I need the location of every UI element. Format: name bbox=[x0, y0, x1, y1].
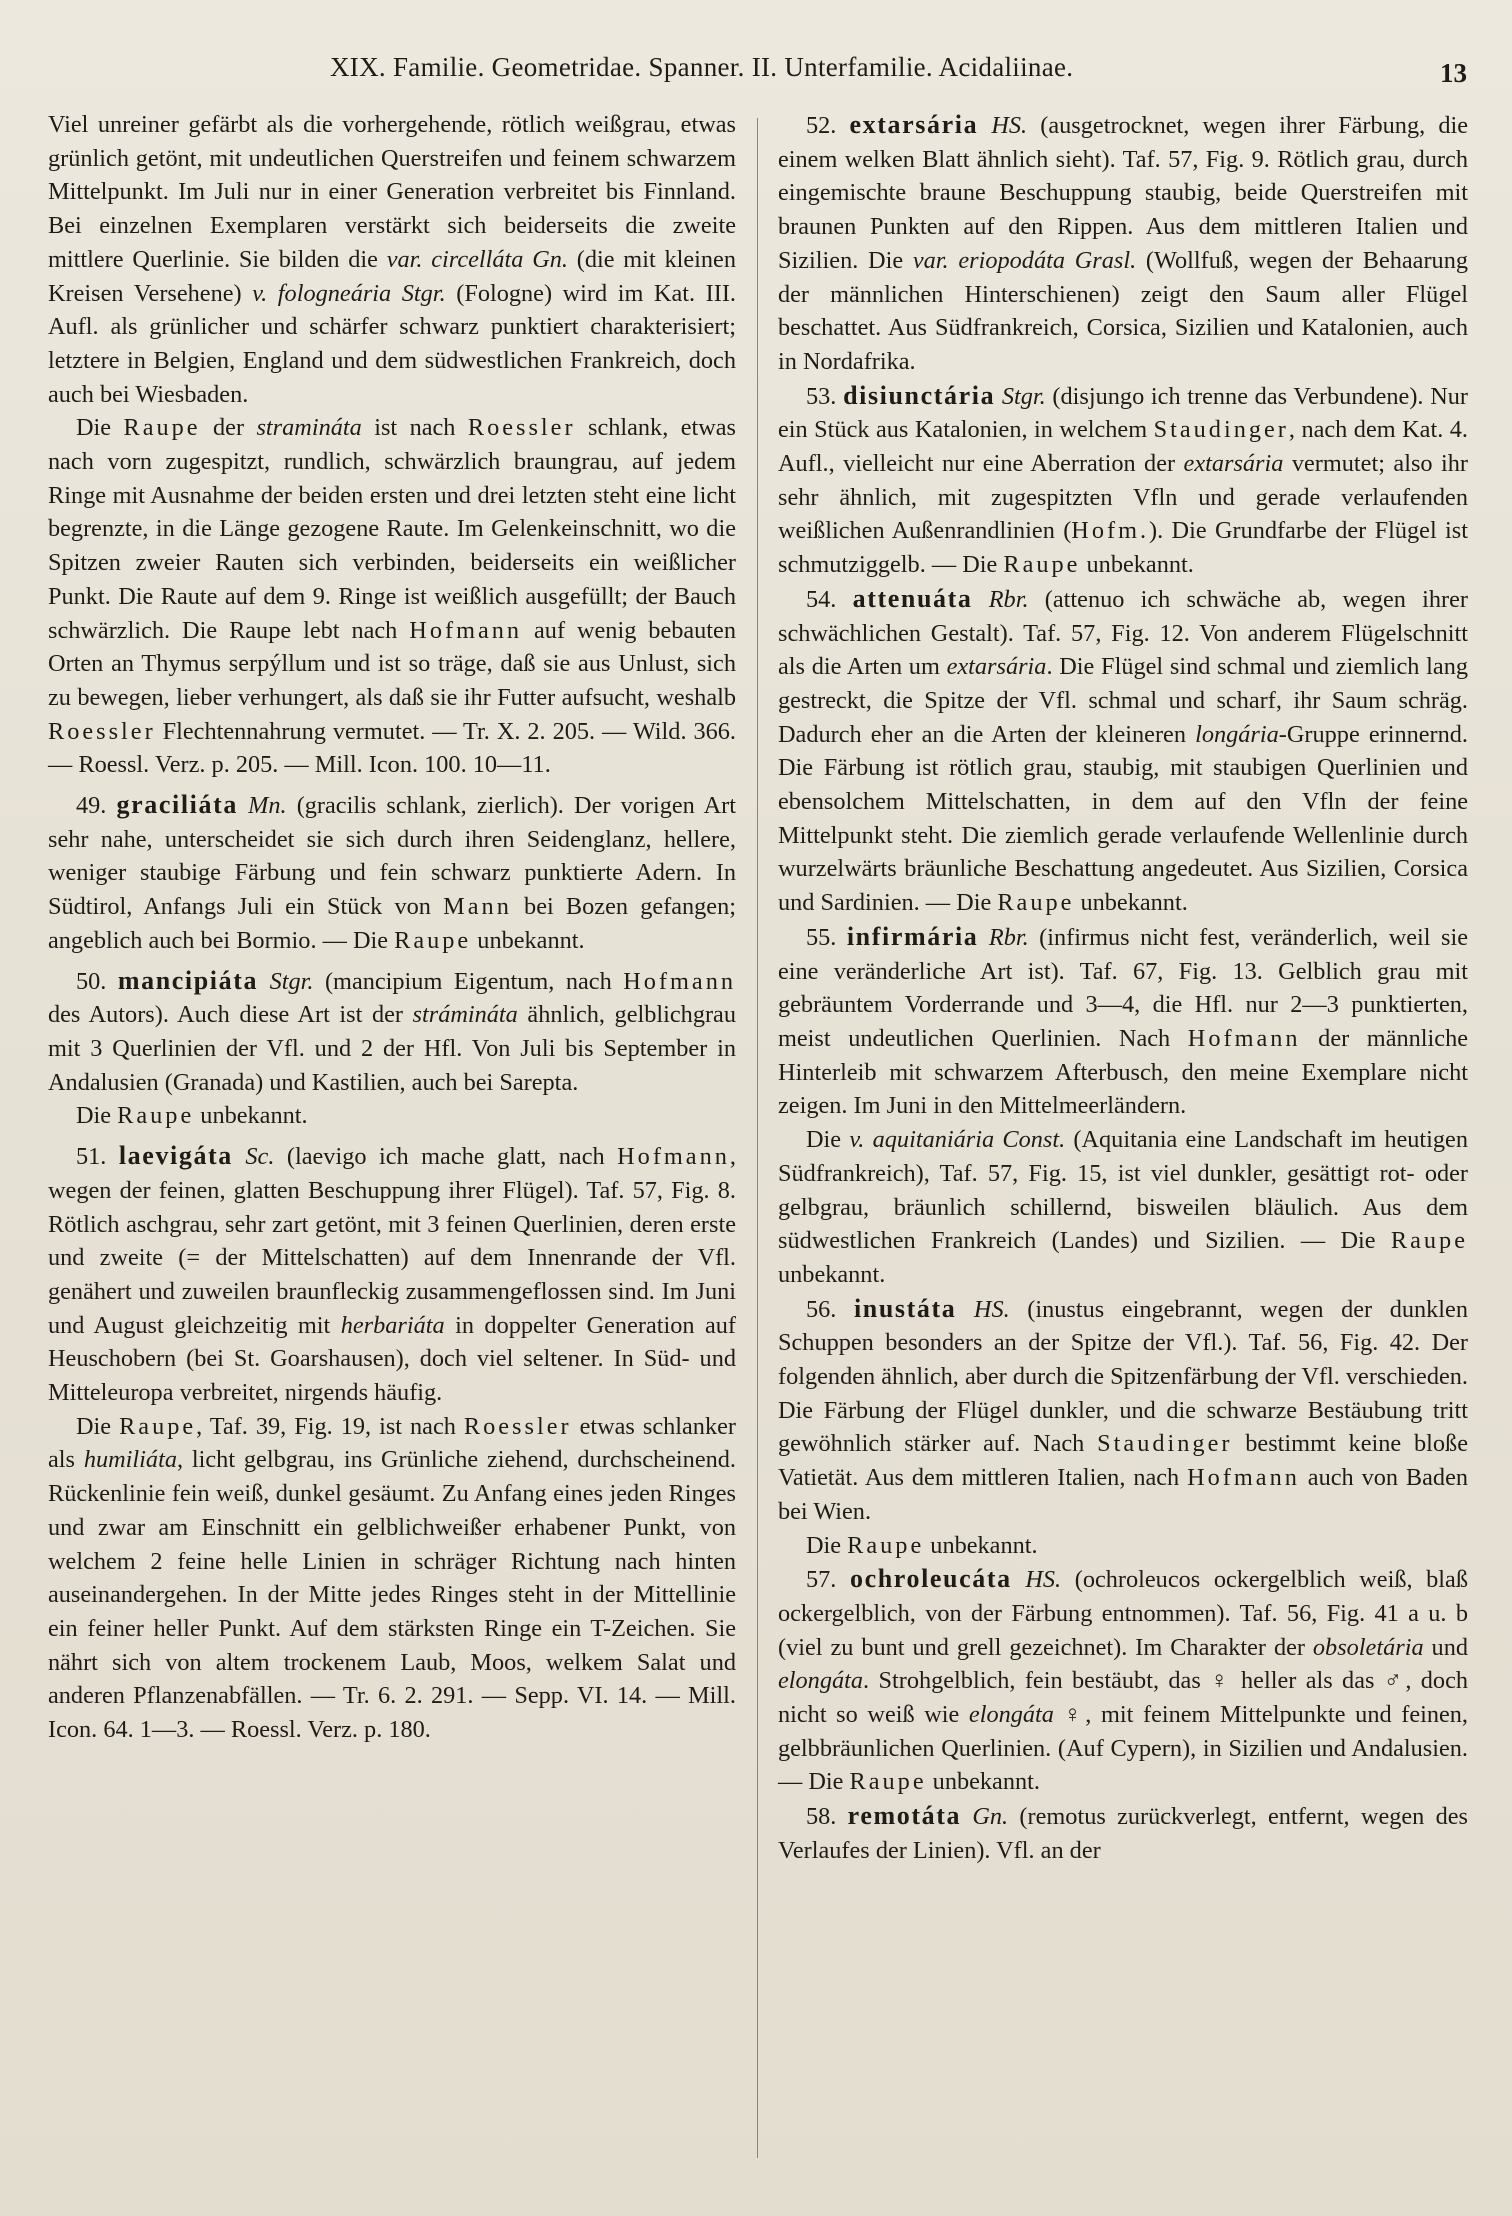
entry-50-larva: Die Raupe unbekannt. bbox=[76, 1102, 308, 1130]
entry-53: 53. disiunctária Stgr. (disjungo ich trenne das Verbundene). Nur ein Stück aus Katalonien, in welchem Staudinger, nach dem Kat. 4. Aufl., vielleicht nur eine Aberration der extarsária vermutet; also ihr sehr ähnlich, mit zugespitzten Vfln und gerade verlaufenden weißlichen Außenrandlinien (Hofm.). Die Grundfarbe der Flügel ist schmutziggelb. — Die Raupe unbekannt. bbox=[778, 380, 1468, 579]
species-name: laevigáta bbox=[118, 1141, 233, 1171]
paragraph-larva: Die Raupe der stramináta ist nach Roessler schlank, etwas nach vorn zugespitzt, rundlich, schwärzlich braungrau, auf jedem Ringe mit Ausnahme der beiden ersten und drei letzten steht eine licht begrenzte, in die Länge gezogene Raute. Im Gelenkeinschnitt, wo die Spitzen zweier Rauten sich verbinden, beiderseits ein weißlicher Punkt. Die Raute auf dem 9. Ringe ist weißlich ausgefüllt; der Bauch schwärzlich. Die Raupe lebt nach Hofmann auf wenig bebauten Orten an Thymus serpýllum und ist so träge, daß sie aus Unlust, sich zu bewegen, lieber verhungert, als daß sie ihr Futter aufsucht, weshalb Roessler Flechtennahrung vermutet. — Tr. X. 2. 205. — Wild. 366. — Roessl. Verz. p. 205. — Mill. Icon. 100. 10—11. bbox=[48, 414, 737, 779]
species-name: disiunctária bbox=[843, 380, 996, 410]
left-column bbox=[48, 108, 736, 1747]
entry-57: 57. ochroleucáta HS. (ochroleucos ockergelblich weiß, blaß ockergelblich, von der Färbung entnommen). Taf. 56, Fig. 41 a u. b (viel zu bunt und grell gezeichnet). Im Charakter der obsoletária und elongáta. Strohgelblich, fein bestäubt, das ♀ heller als das ♂, doch nicht so weiß wie elongáta ♀, mit feinem Mittelpunkte und feinen, gelbbräunlichen Querlinien. (Auf Cypern), in Sizilien und Andalusien. — Die Raupe unbekannt. bbox=[778, 1564, 1469, 1796]
entry-51-larva: Die Raupe, Taf. 39, Fig. 19, ist nach Roessler etwas schlanker als humiliáta, licht gelbgrau, ins Grünliche ziehend, durchscheinend. Rückenlinie fein weiß, dunkel gesäumt. Zu Anfang eines jeden Ringes und zwar am Einschnitt ein gelblichweißer erhabener Punkt, von welchem 2 feine helle Linien in schräger Richtung nach hinten auseinandergehen. In der Mitte jedes Ringes steht in der Mittellinie ein feiner heller Punkt. Auf dem stärksten Ringe ein T-Zeichen. Sie nährt sich von altem trockenem Laub, Moos, welkem Salat und anderen Pflanzenabfällen. — Tr. 6. 2. 291. — Sepp. VI. 14. — Mill. Icon. 64. 1—3. — Roessl. Verz. p. 180. bbox=[48, 1412, 736, 1744]
entry-52: 52. extarsária HS. (ausgetrocknet, wegen ihrer Färbung, die einem welken Blatt ähnlich sieht). Taf. 57, Fig. 9. Rötlich grau, durch eingemischte braune Beschuppung staubig, beide Querstreifen mit braunen Punkten auf den Rippen. Aus dem mittleren Italien und Sizilien. Die var. eriopodáta Grasl. (Wollfuß, wegen der Behaarung der männlichen Hinterschienen) zeigt den Saum aller Flügel beschattet. Aus Südfrankreich, Corsica, Sizilien und Katalonien, auch in Nordafrika. bbox=[778, 110, 1469, 375]
species-name: extarsária bbox=[849, 110, 979, 139]
entry-55: 55. infirmária Rbr. (infirmus nicht fest, veränderlich, weil sie eine veränderliche Art ist). Taf. 67, Fig. 13. Gelblich grau mit gebräuntem Vorderrande und 3—4, die Hfl. nur 2—3 punktierten, meist undeutlichen Querlinien. Nach Hofmann der männliche Hinterleib mit schwarzem Afterbusch, den meine Exemplare nicht zeigen. Im Juni in den Mittelmeerländern. bbox=[778, 921, 1469, 1120]
entry-58: 58. remotáta Gn. (remotus zurückverlegt, entfernt, wegen des Verlaufes der Linien). Vfl. an der bbox=[778, 1801, 1469, 1864]
species-name: inustáta bbox=[853, 1293, 957, 1323]
entry-56: 56. inustáta HS. (inustus eingebrannt, wegen der dunklen Schuppen besonders an der Spitze der Vfl.). Taf. 56, Fig. 42. Der folgenden ähnlich, aber durch die Spitzenfärbung der Vfl. verschieden. Die Färbung der Flügel dunkler, und die schwarze Bestäubung tritt gewöhnlich stärker auf. Nach Staudinger bestimmt keine bloße Vatietät. Aus dem mittleren Italien, nach Hofmann auch von Baden bei Wien. bbox=[778, 1293, 1469, 1525]
species-name: mancipiáta bbox=[117, 965, 259, 995]
running-title: XIX. Familie. Geometridae. Spanner. II. Unterfamilie. Acidaliinae. bbox=[330, 52, 1074, 82]
species-name: graciliáta bbox=[116, 790, 238, 820]
column-divider bbox=[757, 118, 758, 2158]
right-column bbox=[778, 108, 1468, 1868]
species-name: infirmária bbox=[846, 921, 979, 951]
paragraph-continuation: Viel unreiner gefärbt als die vorhergehende, rötlich weißgrau, etwas grünlich getönt, mit undeutlichen Querstreifen und feinem schwarzem Mittelpunkt. Im Juli nur in einer Generation verbreitet bis Finnland. Bei einzelnen Exemplaren verstärkt sich beiderseits die zweite mittlere Querlinie. Sie bilden die var. circelláta Gn. (die mit kleinen Kreisen Versehene) v. fologneária Stgr. (Fologne) wird im Kat. III. Aufl. als grünlicher und schärfer schwarz punktiert charakterisiert; letztere in Belgien, England und dem südwestlichen Frankreich, doch auch bei Wiesbaden. bbox=[48, 111, 737, 408]
species-name: attenuáta bbox=[852, 583, 973, 613]
page-number: 13 bbox=[1440, 58, 1467, 88]
entry-51: 51. laevigáta Sc. (laevigo ich mache glatt, nach Hofmann, wegen der feinen, glatten Beschuppung ihrer Flügel). Taf. 57, Fig. 8. Rötlich aschgrau, sehr zart getönt, mit 3 feinen Querlinien, deren erste und zweite (= der Mittelschatten) auf dem Innenrande der Vfl. genähert und zuweilen braunfleckig zusammengeflossen sind. Im Juni und August gleichzeitig mit herbariáta in doppelter Generation auf Heuschobern (bei St. Goarshausen), doch viel seltener. In Süd- und Mitteleuropa verbreitet, nirgends häufig. bbox=[48, 1141, 736, 1407]
entry-54: 54. attenuáta Rbr. (attenuo ich schwäche ab, wegen ihrer schwächlichen Gestalt). Taf. 57, Fig. 12. Von anderem Flügelschnitt als die Arten um extarsária. Die Flügel sind schmal und ziemlich lang gestreckt, die Spitze der Vfl. schmal und scharf, ihr Saum schräg. Dadurch eher an die Arten der kleineren longária-Gruppe erinnernd. Die Färbung ist rötlich grau, staubig, mit staubigen Querlinien und ebensolchem Mittelschatten, in dem auf den Vfln der feine Mittelpunkt steht. Die ziemlich gerade verlaufende Wellenlinie durch wurzelwärts bräunliche Beschattung angedeutet. Aus Sizilien, Corsica und Sardinien. — Die Raupe unbekannt. bbox=[778, 583, 1469, 917]
species-name: remotáta bbox=[847, 1801, 962, 1831]
entry-55-variety: Die v. aquitaniária Const. (Aquitania eine Landschaft im heutigen Südfrankreich), Taf. 57, Fig. 15, ist viel dunkler, gesättigt rot- oder gelbgrau, bräunlich schillernd, bisweilen bläulich. Aus dem südwestlichen Frankreich (Landes) und Sizilien. — Die Raupe unbekannt. bbox=[778, 1126, 1468, 1288]
page-header bbox=[0, 52, 1512, 92]
entry-49: 49. graciliáta Mn. (gracilis schlank, zierlich). Der vorigen Art sehr nahe, unterscheidet sie sich durch ihren Seidenglanz, hellere, weniger staubige Färbung und fein schwarz punktierte Adern. In Südtirol, Anfangs Juli ein Stück von Mann bei Bozen gefangen; angeblich auch bei Bormio. — Die Raupe unbekannt. bbox=[48, 790, 736, 954]
entry-56-larva: Die Raupe unbekannt. bbox=[806, 1531, 1038, 1559]
species-name: ochroleucáta bbox=[850, 1564, 1012, 1594]
entry-50: 50. mancipiáta Stgr. (mancipium Eigentum, nach Hofmann des Autors). Auch diese Art ist der strámináta ähnlich, gelblichgrau mit 3 Querlinien der Vfl. und 2 der Hfl. Von Juli bis September in Andalusien (Granada) und Kastilien, auch bei Sarepta. bbox=[48, 965, 736, 1096]
